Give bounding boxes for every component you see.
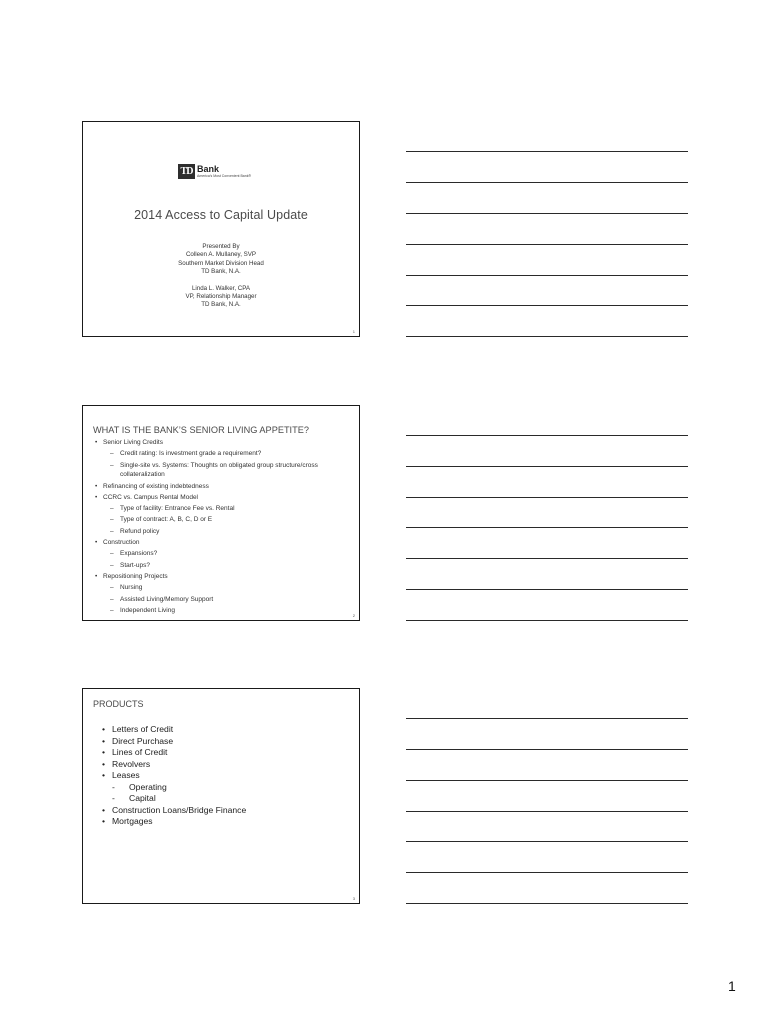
bullet-item: • Senior Living Credits: [93, 437, 351, 448]
sub-bullet-item: – Type of facility: Entrance Fee vs. Rental: [93, 503, 351, 514]
presenters-block: [83, 243, 359, 310]
note-line: [406, 527, 688, 528]
note-line: [406, 780, 688, 781]
note-line: [406, 305, 688, 306]
note-line: [406, 718, 688, 719]
slide-3: [82, 688, 360, 904]
bullet-item: • Repositioning Projects: [93, 571, 351, 582]
slide-2-title: WHAT IS THE BANK’S SENIOR LIVING APPETITE?: [93, 425, 309, 435]
product-item: • Mortgages: [101, 816, 246, 828]
slide-1: [82, 121, 360, 337]
page-number: 1: [728, 978, 736, 994]
note-line: [406, 841, 688, 842]
sub-bullet-item: – Expansions?: [93, 548, 351, 559]
product-item: • Letters of Credit: [101, 724, 246, 736]
bullet-item: • Refinancing of existing indebtedness: [93, 481, 351, 492]
note-line: [406, 336, 688, 337]
presenter-1-org: TD Bank, N.A.: [201, 268, 241, 276]
td-bank-logo: [178, 164, 251, 179]
presenter-1-name: Colleen A. Mullaney, SVP: [185, 251, 257, 259]
slide-3-title: PRODUCTS: [93, 699, 144, 709]
logo-name: Bank: [197, 164, 220, 174]
td-logo-mark: TD: [178, 164, 195, 179]
products-list: [101, 724, 246, 828]
note-line: [406, 182, 688, 183]
product-sub-item: - Capital: [101, 793, 246, 805]
product-item: • Leases: [101, 770, 246, 782]
note-line: [406, 872, 688, 873]
sub-bullet-item: – Refund policy: [93, 526, 351, 537]
sub-bullet-item: – Start-ups?: [93, 560, 351, 571]
product-item: • Construction Loans/Bridge Finance: [101, 805, 246, 817]
note-line: [406, 244, 688, 245]
product-item: • Direct Purchase: [101, 736, 246, 748]
slide-1-number: 1: [352, 329, 355, 334]
note-line: [406, 811, 688, 812]
presenter-2-name: Linda L. Walker, CPA: [191, 284, 251, 292]
product-item: • Lines of Credit: [101, 747, 246, 759]
sub-bullet-item: – Independent Living: [93, 605, 351, 616]
product-sub-item: - Operating: [101, 782, 246, 794]
logo-tagline: America's Most Convenient Bank®: [197, 174, 252, 178]
sub-bullet-item: – Credit rating: Is investment grade a requirement?: [93, 448, 351, 459]
sub-bullet-item: – Nursing: [93, 582, 351, 593]
note-line: [406, 903, 688, 904]
sub-bullet-item: – Single-site vs. Systems: Thoughts on obligated group structure/cross collateralization: [93, 460, 351, 481]
presented-by-label: Presented By: [202, 243, 240, 250]
presenter-1-role: Southern Market Division Head: [178, 259, 264, 267]
note-line: [406, 620, 688, 621]
note-line: [406, 589, 688, 590]
note-line: [406, 151, 688, 152]
note-line: [406, 275, 688, 276]
sub-bullet-item: – Type of contract: A, B, C, D or E: [93, 514, 351, 525]
sub-bullet-item: – Assisted Living/Memory Support: [93, 594, 351, 605]
slide-3-number: 3: [352, 896, 355, 901]
presenter-2-role: VP, Relationship Manager: [185, 293, 257, 301]
note-line: [406, 497, 688, 498]
product-item: • Revolvers: [101, 759, 246, 771]
slide-2: [82, 405, 360, 621]
slide-1-title: 2014 Access to Capital Update: [134, 208, 308, 222]
bullet-item: • CCRC vs. Campus Rental Model: [93, 492, 351, 503]
note-line: [406, 749, 688, 750]
slide-2-number: 2: [352, 613, 355, 618]
note-line: [406, 558, 688, 559]
note-line: [406, 466, 688, 467]
bullet-item: • Construction: [93, 537, 351, 548]
note-line: [406, 435, 688, 436]
presenter-2-org: TD Bank, N.A.: [201, 301, 241, 309]
note-line: [406, 213, 688, 214]
slide-2-bullet-list: [93, 437, 351, 616]
